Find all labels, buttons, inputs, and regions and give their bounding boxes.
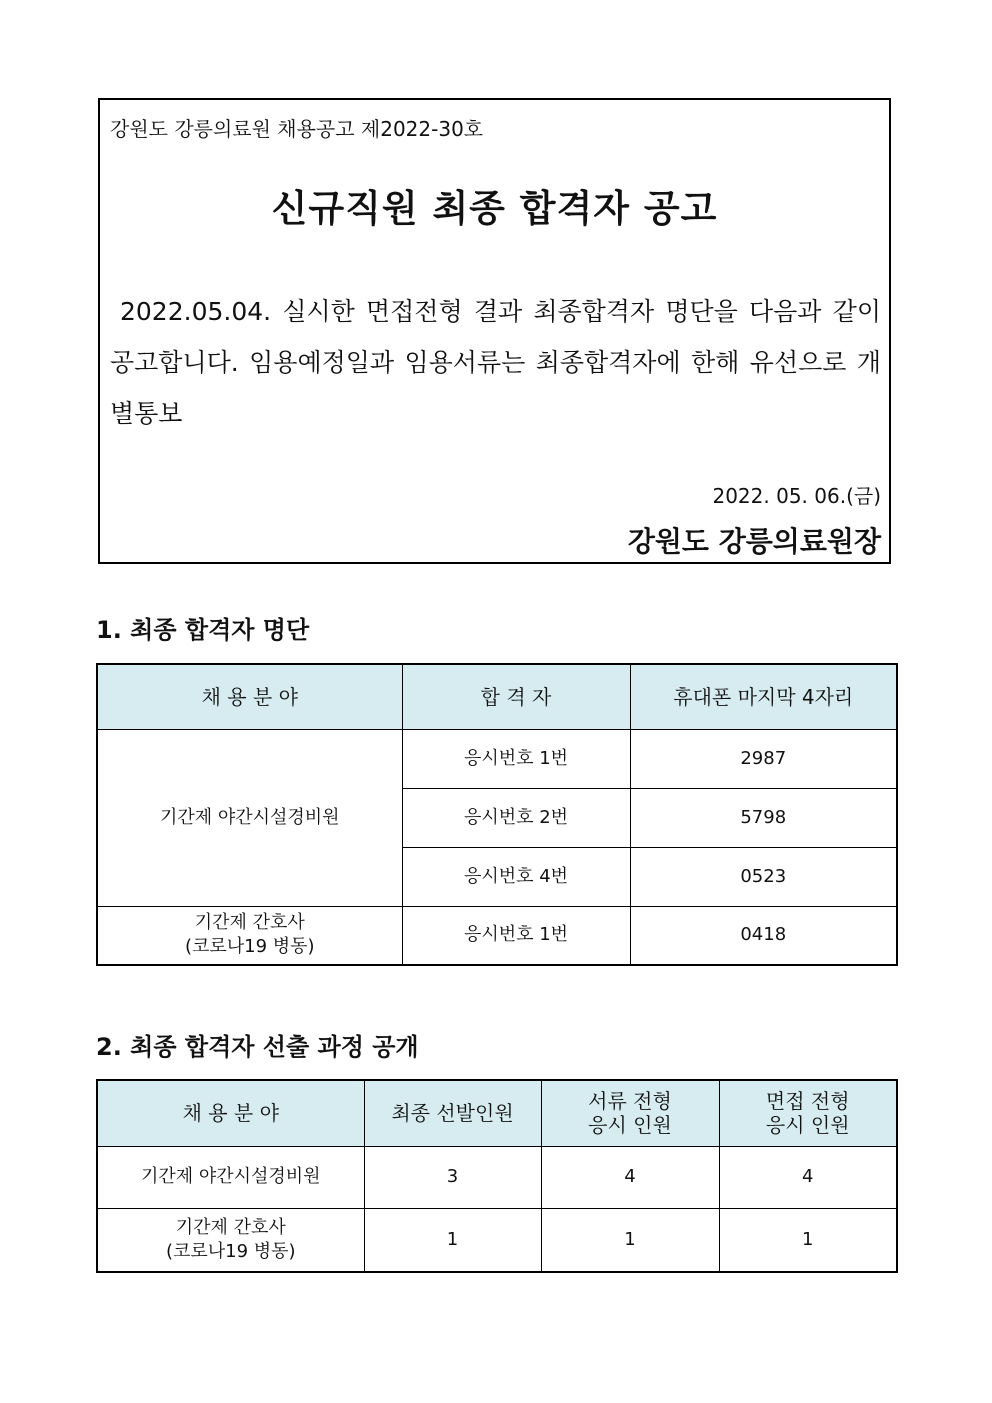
field-cell: 기간제 야간시설경비원: [97, 1146, 364, 1208]
phone-cell: 5798: [630, 788, 897, 847]
header-field: 채 용 분 야: [97, 1080, 364, 1146]
table-row: [97, 1146, 897, 1208]
header-doc: [541, 1080, 719, 1146]
phone-cell: 0523: [630, 847, 897, 906]
phone-cell: 2987: [630, 729, 897, 788]
notice-title: 신규직원 최종 합격자 공고: [271, 187, 718, 230]
header-applicant: 합 격 자: [402, 664, 630, 729]
phone-cell: 0418: [630, 906, 897, 965]
interview-cell: 1: [719, 1208, 897, 1272]
doc-cell: 1: [541, 1208, 719, 1272]
header-doc-line1: 서류 전형: [588, 1089, 672, 1114]
table-header-row: [97, 1080, 897, 1146]
final-cell: 1: [364, 1208, 541, 1272]
notice-date: 2022. 05. 06.(금): [712, 484, 881, 508]
header-phone: 휴대폰 마지막 4자리: [630, 664, 897, 729]
field-line1: 기간제 간호사: [175, 1216, 286, 1238]
header-doc-line2: 응시 인원: [588, 1113, 672, 1138]
final-cell: 3: [364, 1146, 541, 1208]
applicant-cell: 응시번호 1번: [402, 906, 630, 965]
applicant-cell: 응시번호 2번: [402, 788, 630, 847]
section1-heading: 1. 최종 합격자 명단: [96, 616, 310, 644]
section2-heading: 2. 최종 합격자 선출 과정 공개: [96, 1033, 419, 1061]
field-line2: (코로나19 병동): [165, 1240, 296, 1262]
notice-body-text: 2022.05.04. 실시한 면접전형 결과 최종합격자 명단을 다음과 같이 공고합니다. 임용예정일과 임용서류는 최종합격자에 한해 유선으로 개별통보: [110, 297, 881, 428]
finalist-table: [96, 663, 898, 966]
header-interview-line2: 응시 인원: [765, 1113, 850, 1138]
table-row: [97, 1208, 897, 1272]
header-field: 채 용 분 야: [97, 664, 402, 729]
field-line2: (코로나19 병동): [184, 936, 315, 958]
notice-body: [110, 286, 881, 439]
field-cell: 기간제 야간시설경비원: [97, 729, 402, 906]
field-line1: 기간제 간호사: [194, 912, 305, 934]
notice-number: 강원도 강릉의료원 채용공고 제2022-30호: [110, 117, 484, 141]
notice-issuer: 강원도 강릉의료원장: [627, 525, 881, 558]
table-row: [97, 729, 897, 788]
applicant-cell: 응시번호 4번: [402, 847, 630, 906]
selection-process-table: [96, 1079, 898, 1273]
table-header-row: [97, 664, 897, 729]
notice-box: [98, 98, 891, 564]
interview-cell: 4: [719, 1146, 897, 1208]
applicant-cell: 응시번호 1번: [402, 729, 630, 788]
table-row: [97, 906, 897, 965]
field-cell: [97, 906, 402, 965]
doc-cell: 4: [541, 1146, 719, 1208]
header-interview-line1: 면접 전형: [765, 1089, 850, 1114]
header-final: 최종 선발인원: [364, 1080, 541, 1146]
field-cell: [97, 1208, 364, 1272]
header-interview: [719, 1080, 897, 1146]
